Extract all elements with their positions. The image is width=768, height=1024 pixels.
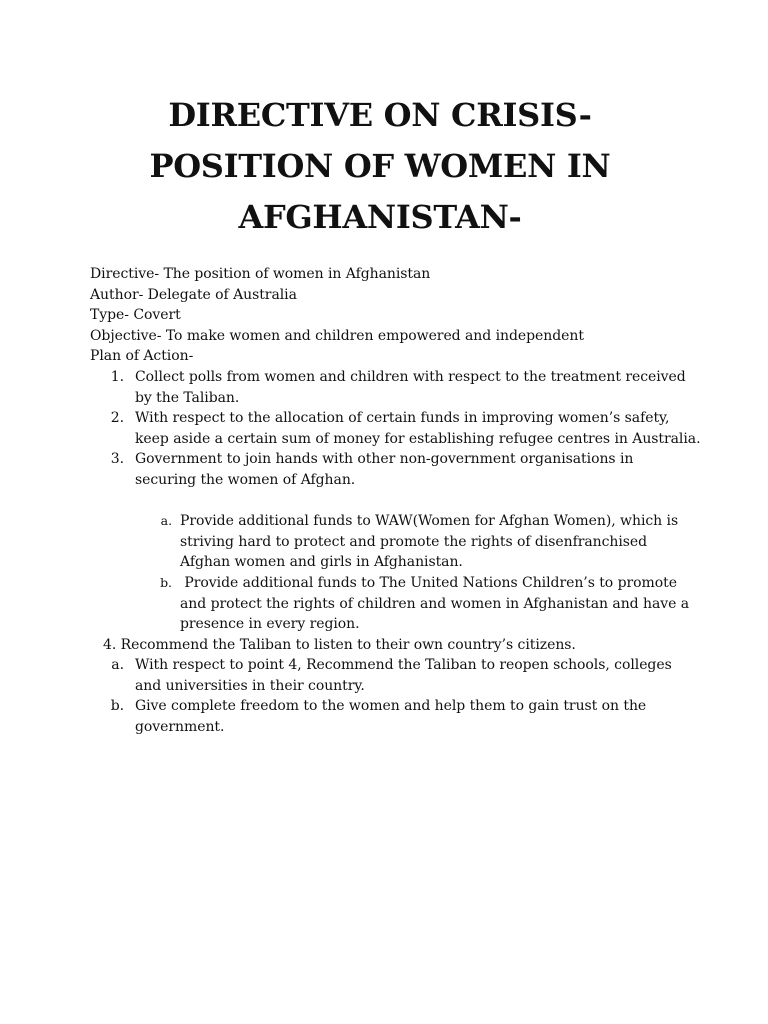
title-line: DIRECTIVE ON CRISIS-	[168, 96, 592, 134]
plan-item	[90, 367, 690, 388]
list-item-text: and universities in their country.	[135, 677, 365, 694]
list-item-text: Collect polls from women and children with respect to the treatment received	[135, 368, 686, 385]
list-item-text: striving hard to protect and promote the rights of disenfranchised	[180, 533, 648, 550]
list-item-text: by the Taliban.	[135, 389, 240, 406]
author-line: Author- Delegate of Australia	[90, 286, 297, 303]
list-marker: b.	[160, 574, 172, 590]
sub-item	[90, 655, 690, 676]
title-line: AFGHANISTAN-	[238, 198, 522, 236]
list-item-text: securing the women of Afghan.	[135, 471, 356, 488]
list-item-text: Provide additional funds to WAW(Women for Afghan Women), which is	[180, 513, 679, 530]
directive-line: Directive- The position of women in Afghanistan	[90, 266, 431, 282]
list-item-text: Government to join hands with other non-government organisations in	[135, 451, 634, 468]
list-item-text: and protect the rights of children and women in Afghanistan and have a	[180, 595, 690, 612]
sub-item	[90, 696, 690, 717]
list-marker: a.	[160, 513, 172, 529]
list-item-text: With respect to point 4, Recommend the Taliban to reopen schools, colleges	[135, 657, 672, 674]
objective-line: Objective- To make women and children empowered and independent	[90, 327, 584, 344]
list-marker: a.	[111, 657, 124, 674]
list-item-text: government.	[135, 719, 225, 736]
plan-item-4: 4. Recommend the Taliban to listen to their own country’s citizens.	[103, 636, 576, 653]
plan-item	[90, 449, 690, 470]
title-line: POSITION OF WOMEN IN	[149, 147, 611, 185]
blank-line	[90, 491, 690, 512]
list-item-text: keep aside a certain sum of money for establishing refugee centres in Australia.	[135, 430, 701, 447]
list-item-text: With respect to the allocation of certain funds in improving women’s safety,	[135, 410, 670, 427]
list-marker: 3.	[110, 451, 124, 468]
list-item-text: presence in every region.	[180, 616, 360, 633]
list-marker: 1.	[110, 368, 124, 385]
plan-item	[90, 408, 690, 429]
list-item-text: Give complete freedom to the women and help them to gain trust on the	[135, 698, 647, 715]
list-item-text: Afghan women and girls in Afghanistan.	[180, 554, 463, 571]
list-item-text: Provide additional funds to The United Nations Children’s to promote	[180, 574, 677, 591]
sub-item	[90, 511, 690, 532]
document-title	[120, 90, 640, 243]
list-marker: b.	[110, 698, 124, 715]
sub-item	[90, 573, 690, 594]
plan-heading: Plan of Action-	[90, 348, 194, 365]
list-marker: 2.	[110, 410, 124, 427]
type-line: Type- Covert	[90, 307, 181, 324]
document-body	[90, 264, 701, 738]
